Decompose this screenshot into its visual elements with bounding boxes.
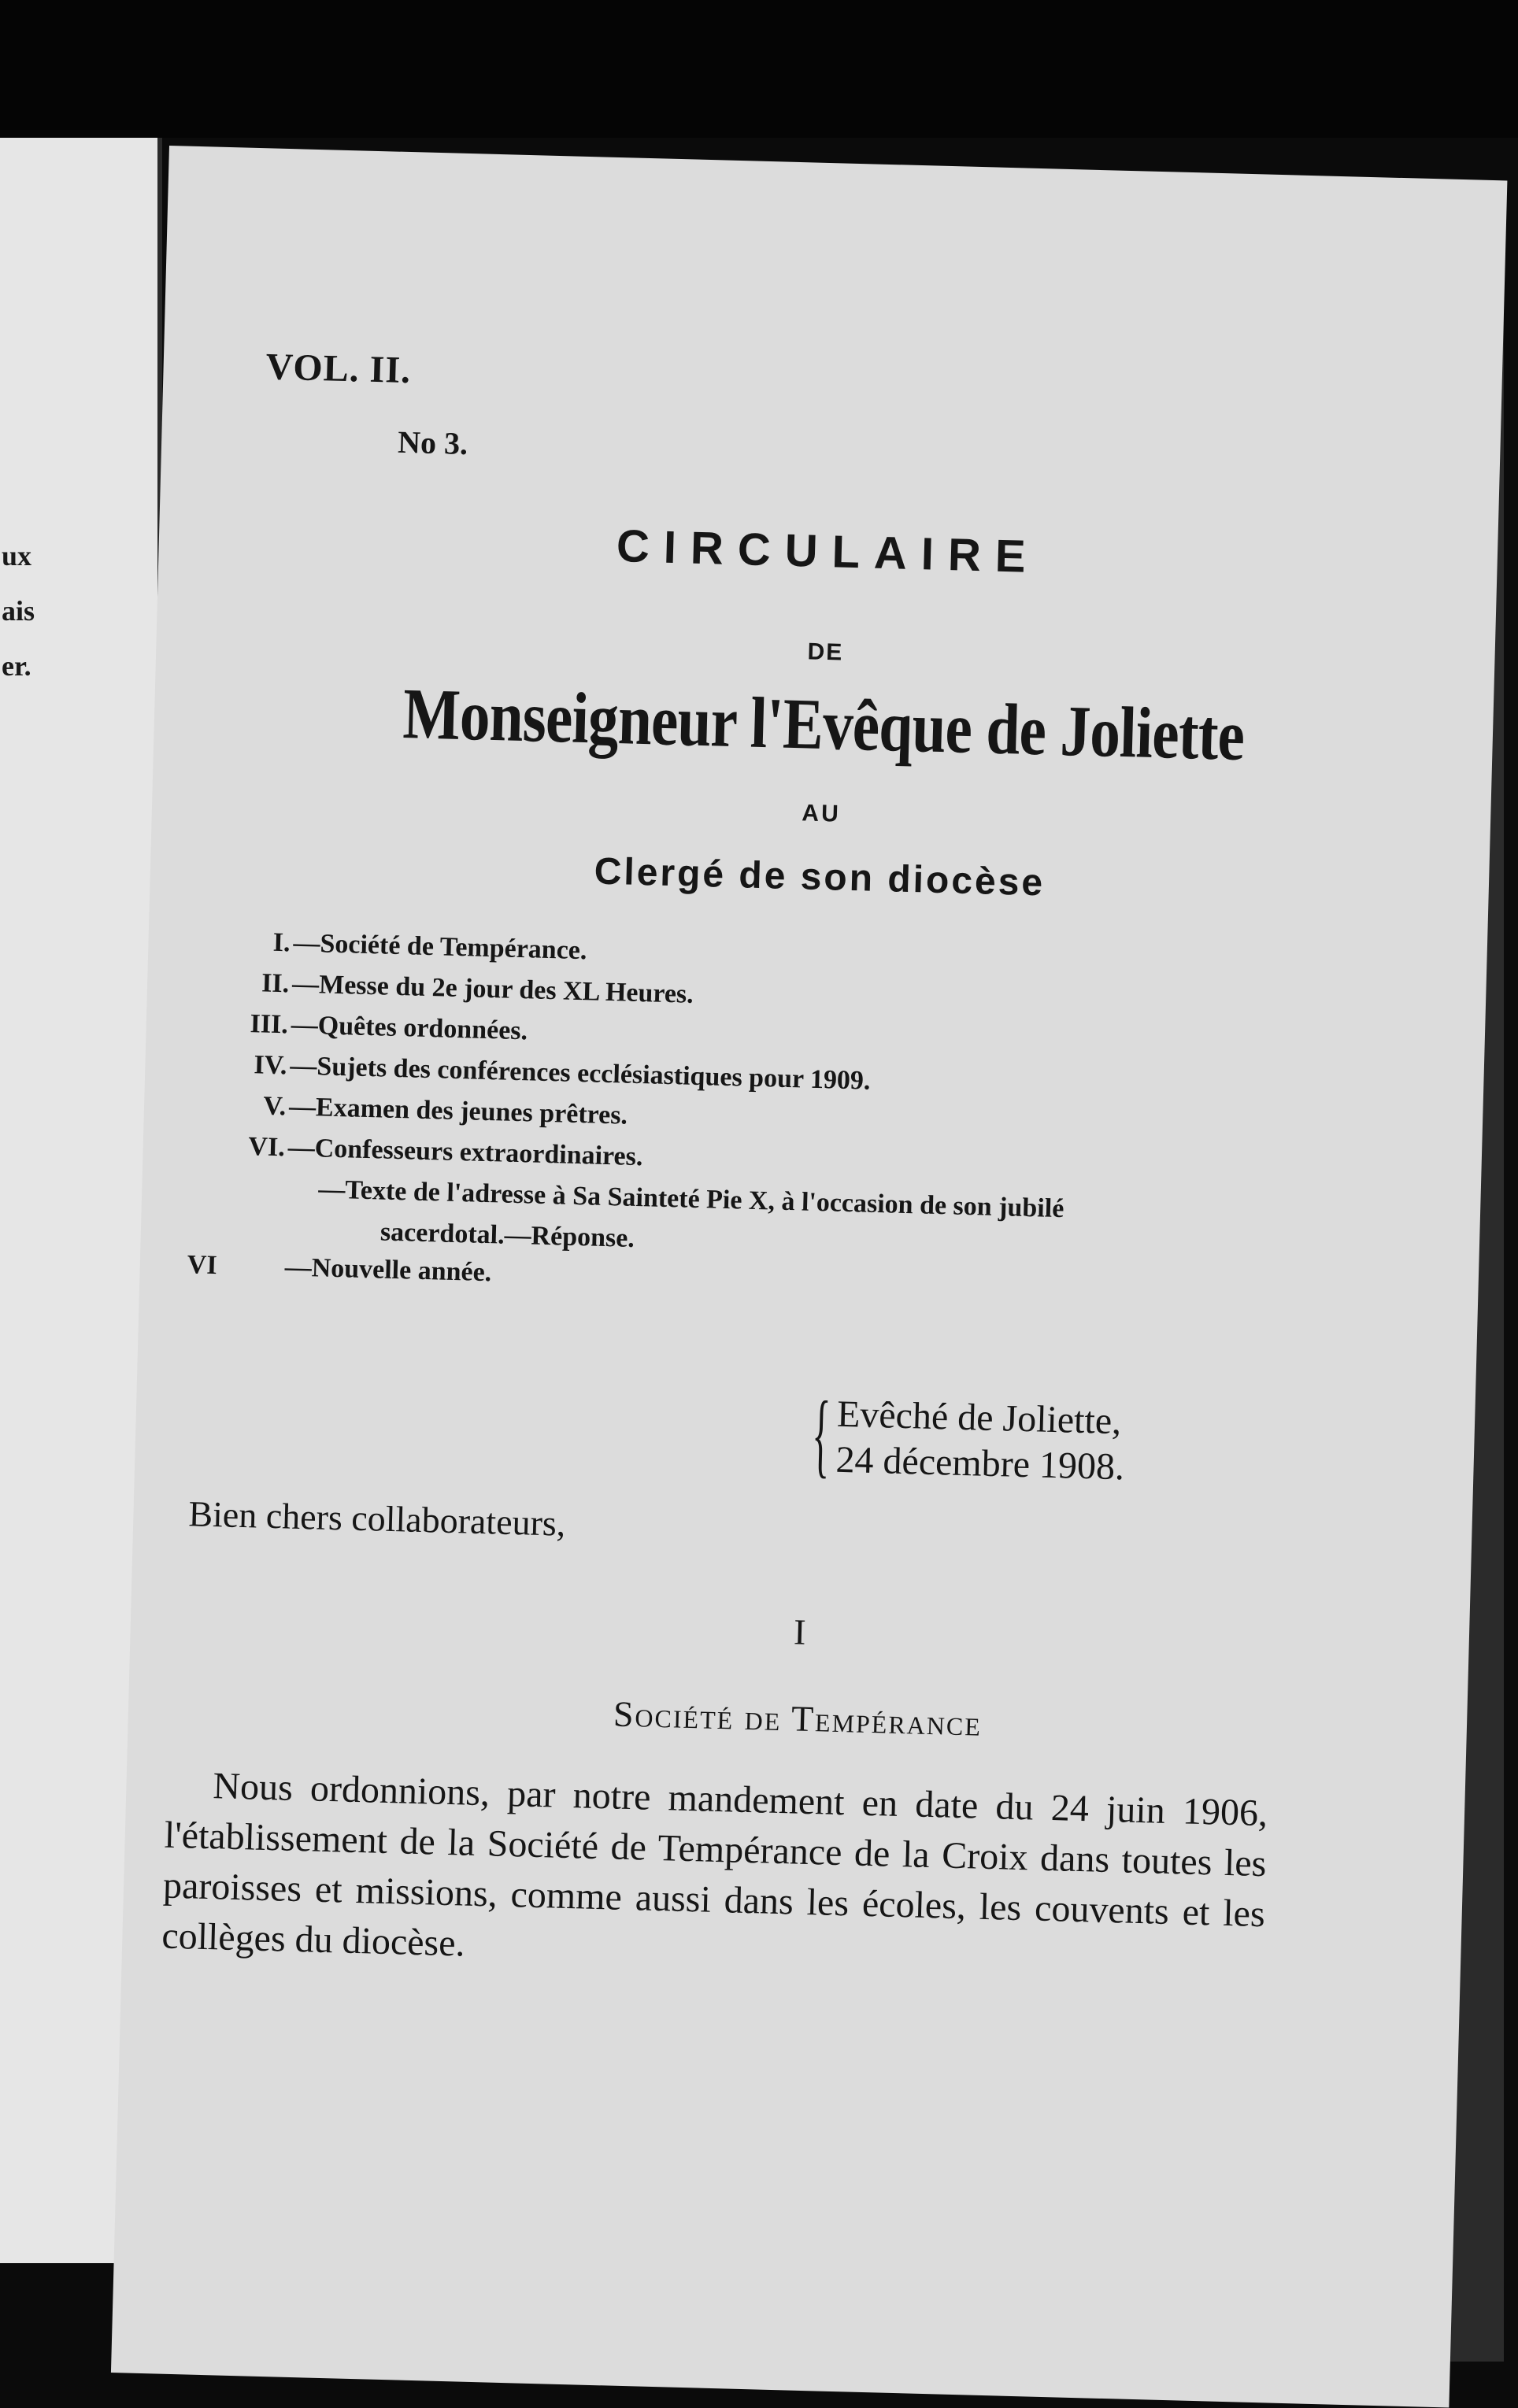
section-numeral: I bbox=[793, 1611, 807, 1652]
left-fragment: ux bbox=[2, 540, 32, 571]
toc-text: —Examen des jeunes prêtres. bbox=[288, 1092, 628, 1130]
toc-text: —Société de Tempérance. bbox=[293, 928, 587, 966]
title-connector-de: DE bbox=[807, 638, 844, 666]
toc-text: sacerdotal.—Réponse. bbox=[380, 1217, 635, 1253]
toc-text: —Nouvelle année. bbox=[284, 1252, 492, 1288]
toc-text: —Quêtes ordonnées. bbox=[291, 1010, 528, 1046]
brace-glyph: { bbox=[810, 1381, 832, 1487]
toc-number: VI. bbox=[247, 1132, 286, 1163]
issue-number: No 3. bbox=[397, 424, 468, 462]
dateline bbox=[804, 1381, 1126, 1491]
toc-number: II. bbox=[261, 968, 290, 999]
salutation: Bien chers collaborateurs, bbox=[187, 1493, 567, 1544]
toc-text: —Messe du 2e jour des XL Heures. bbox=[291, 969, 694, 1009]
audience-heading: Clergé de son diocèse bbox=[594, 850, 1046, 904]
author-heading: Monseigneur l'Evêque de Joliette bbox=[402, 673, 1246, 775]
toc-number bbox=[189, 1194, 318, 1197]
volume-label: VOL. II. bbox=[265, 346, 412, 392]
toc-number: IV. bbox=[254, 1050, 287, 1081]
document-type-heading: CIRCULAIRE bbox=[616, 520, 1041, 583]
left-fragment: ais bbox=[2, 595, 35, 627]
table-of-contents bbox=[187, 926, 1424, 1323]
left-fragment: er. bbox=[2, 650, 31, 682]
scan-background bbox=[0, 0, 1518, 138]
toc-text: —Texte de l'adresse à Sa Sainteté Pie X, à l'occasion de son jubilé bbox=[317, 1174, 1064, 1224]
title-connector-au: AU bbox=[801, 800, 842, 827]
body-paragraph: Nous ordonnions, par notre mandement en date du 24 juin 1906, l'établissement de la Société de Tempérance de la Croix dans toutes les paroisses et missions, comme aussi dans les écoles, les couvents et les collèges du diocèse. bbox=[161, 1765, 1268, 1965]
toc-number: VI bbox=[187, 1250, 218, 1281]
dateline-date: 24 décembre 1908. bbox=[835, 1438, 1125, 1489]
toc-number: III. bbox=[250, 1009, 289, 1040]
toc-text: —Sujets des conférences ecclésiastiques pour 1909. bbox=[289, 1051, 871, 1096]
toc-number: V. bbox=[262, 1091, 287, 1122]
section-title: Société de Tempérance bbox=[613, 1693, 983, 1744]
dateline-place: Evêché de Joliette, bbox=[836, 1393, 1122, 1443]
toc-number: I. bbox=[272, 927, 291, 958]
toc-text: —Confesseurs extraordinaires. bbox=[287, 1133, 643, 1172]
toc-number bbox=[188, 1235, 380, 1240]
document-page bbox=[111, 146, 1507, 2408]
